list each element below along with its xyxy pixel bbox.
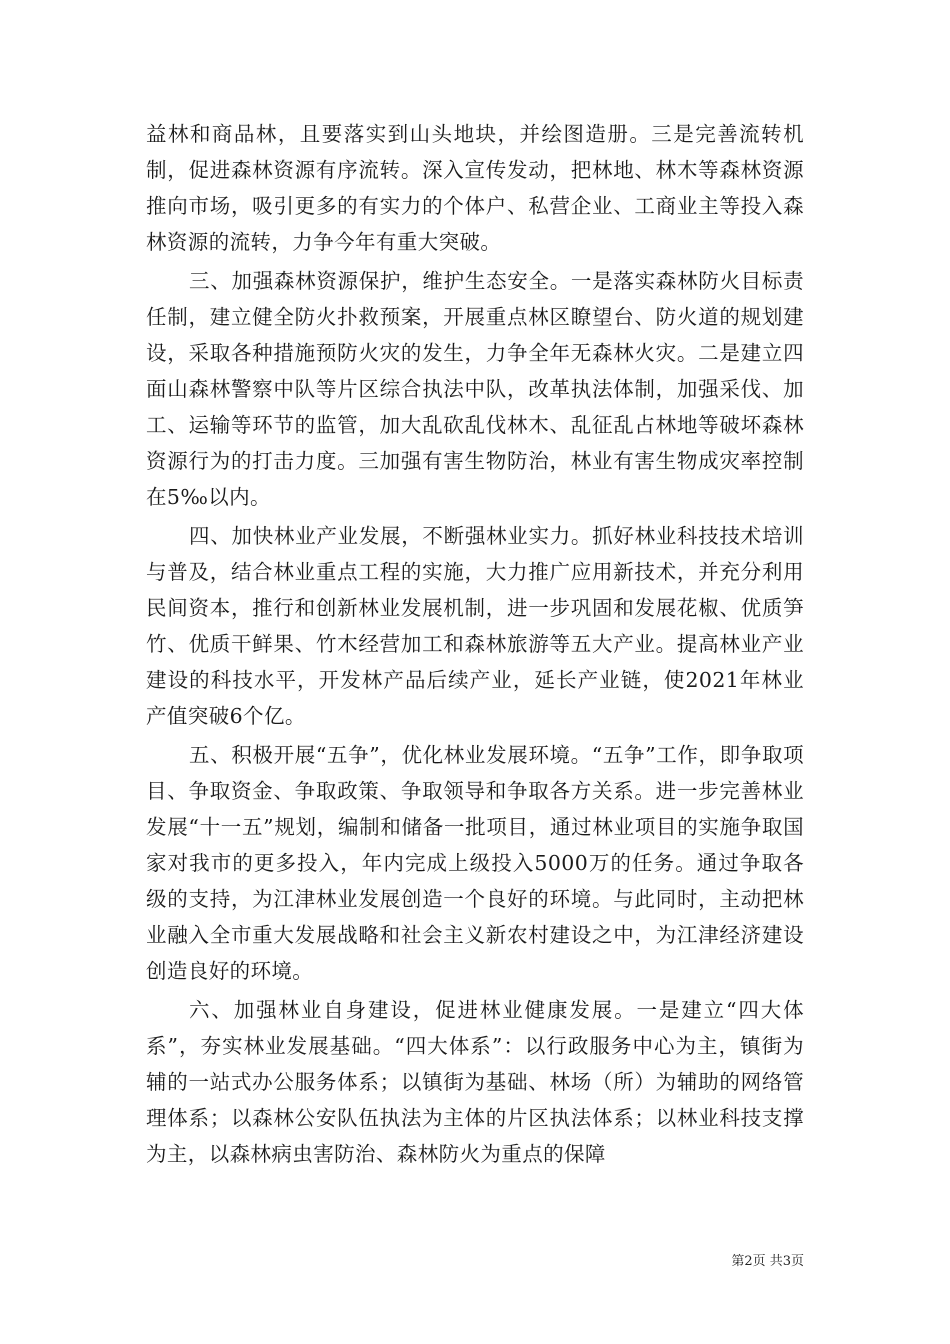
document-body bbox=[146, 116, 804, 1175]
paragraph-4: 五、积极开展“五争”，优化林业发展环境。“五争”工作，即争取项目、争取资金、争取政策、争取领导和争取各方关系。进一步完善林业发展“十一五”规划，编制和储备一批项目，通过林业项目的实施争取国家对我市的更多投入，年内完成上级投入5000万的任务。通过争取各级的支持，为江津林业发展创造一个良好的环境。与此同时，主动把林业融入全市重大发展战略和社会主义新农村建设之中，为江津经济建设创造良好的环境。 bbox=[146, 743, 804, 983]
page-number-footer: 第2页 共3页 bbox=[731, 1254, 804, 1269]
paragraph-5: 六、加强林业自身建设，促进林业健康发展。一是建立“四大体系”，夯实林业发展基础。“四大体系”：以行政服务中心为主，镇街为辅的一站式办公服务体系；以镇街为基础、林场（所）为辅助的网络管理体系；以森林公安队伍执法为主体的片区执法体系；以林业科技支撑为主，以森林病虫害防治、森林防火为重点的保障 bbox=[146, 998, 804, 1166]
paragraph-2: 三、加强森林资源保护，维护生态安全。一是落实森林防火目标责任制，建立健全防火扑救预案，开展重点林区瞭望台、防火道的规划建设，采取各种措施预防火灾的发生，力争全年无森林火灾。二是建立四面山森林警察中队等片区综合执法中队，改革执法体制，加强采伐、加工、运输等环节的监管，加大乱砍乱伐林木、乱征乱占林地等破坏森林资源行为的打击力度。三加强有害生物防治，林业有害生物成灾率控制在5‰以内。 bbox=[146, 269, 804, 509]
paragraph-1: 益林和商品林，且要落实到山头地块，并绘图造册。三是完善流转机制，促进森林资源有序流转。深入宣传发动，把林地、林木等森林资源推向市场，吸引更多的有实力的个体户、私营企业、工商业主等投入森林资源的流转，力争今年有重大突破。 bbox=[146, 122, 804, 254]
paragraph-3: 四、加快林业产业发展，不断强林业实力。抓好林业科技技术培训与普及，结合林业重点工程的实施，大力推广应用新技术，并充分利用民间资本，推行和创新林业发展机制，进一步巩固和发展花椒、优质笋竹、优质干鲜果、竹木经营加工和森林旅游等五大产业。提高林业产业建设的科技水平，开发林产品后续产业，延长产业链，使2021年林业产值突破6个亿。 bbox=[146, 524, 804, 728]
